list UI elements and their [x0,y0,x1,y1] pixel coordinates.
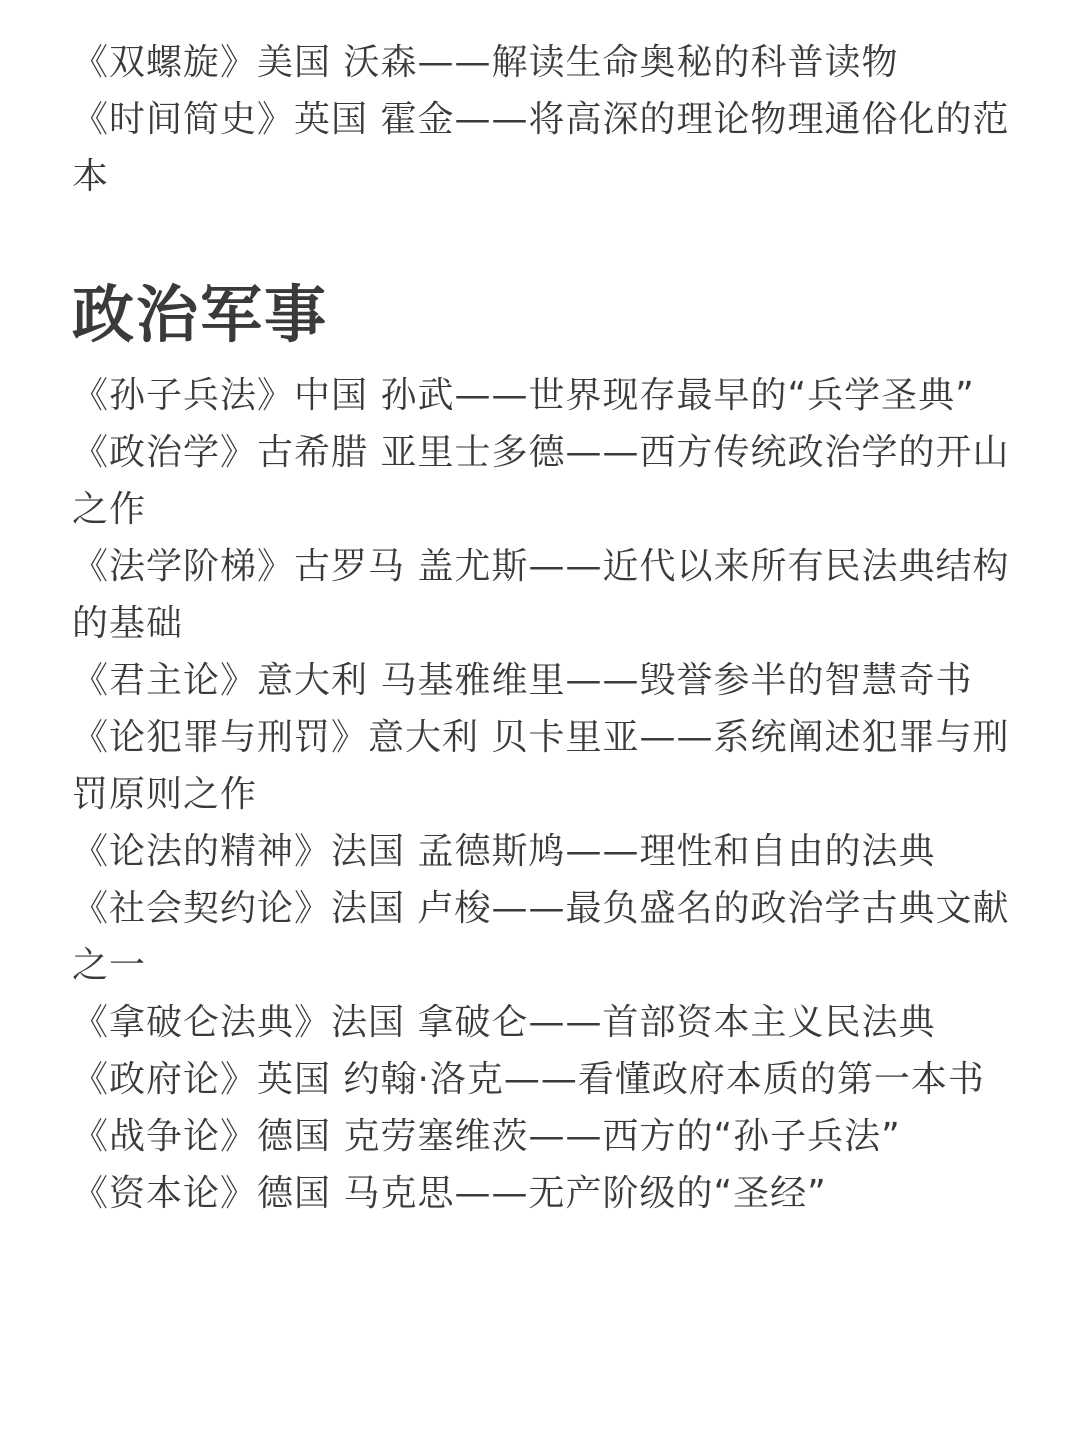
book-entry-das-kapital: 《资本论》德国 马克思——无产阶级的“圣经” [72,1173,827,1214]
book-entry-social-contract: 《社会契约论》法国 卢梭——最负盛名的政治学古典文献之一 [72,888,1010,986]
book-entry-crimes-and-punishments: 《论犯罪与刑罚》意大利 贝卡里亚——系统阐述犯罪与刑罚原则之作 [72,717,1010,815]
section-title-politics-military: 政治军事 [72,278,329,351]
book-entry-institutes: 《法学阶梯》古罗马 盖尤斯——近代以来所有民法典结构的基础 [72,546,1010,644]
book-entry-art-of-war: 《孙子兵法》中国 孙武——世界现存最早的“兵学圣典” [72,375,975,416]
book-entry-politics: 《政治学》古希腊 亚里士多德——西方传统政治学的开山之作 [72,432,1010,530]
book-entry-spirit-of-the-laws: 《论法的精神》法国 孟德斯鸠——理性和自由的法典 [72,831,936,872]
book-entry-two-treatises-of-government: 《政府论》英国 约翰·洛克——看懂政府本质的第一本书 [72,1059,985,1100]
book-list-page [72,34,1012,1222]
book-entry-brief-history-of-time: 《时间简史》英国 霍金——将高深的理论物理通俗化的范本 [72,99,1010,197]
book-entry-the-prince: 《君主论》意大利 马基雅维里——毁誉参半的智慧奇书 [72,660,973,701]
book-entry-double-helix: 《双螺旋》美国 沃森——解读生命奥秘的科普读物 [72,42,899,83]
book-entry-on-war: 《战争论》德国 克劳塞维茨——西方的“孙子兵法” [72,1116,901,1157]
book-entry-napoleonic-code: 《拿破仑法典》法国 拿破仑——首部资本主义民法典 [72,1002,936,1043]
